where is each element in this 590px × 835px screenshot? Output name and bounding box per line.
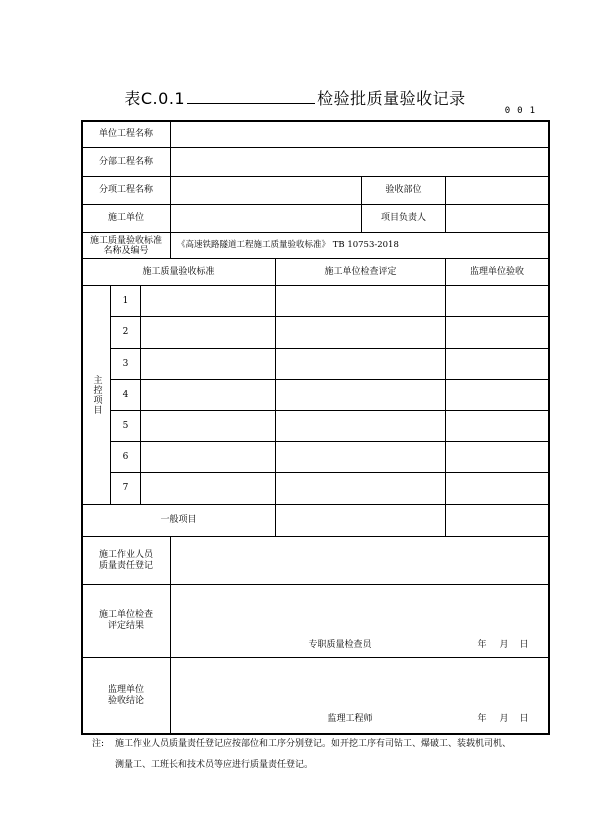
note-line1: 施工作业人员质量责任登记应按部位和工序分别登记。如开挖工序有司钻工、爆破工、装载机司机、 — [115, 739, 512, 749]
supervising-engineer-label: 监理工程师 — [327, 713, 373, 724]
standard-label-line1: 施工质量验收标准 — [89, 235, 162, 246]
row-line — [110, 348, 550, 349]
unit-project-field[interactable] — [171, 121, 548, 147]
worker-register-line2: 质量责任登记 — [98, 560, 153, 571]
supervision-conclusion-line2: 验收结论 — [107, 695, 144, 706]
standard-label — [82, 233, 170, 258]
main-item-number: 7 — [122, 483, 129, 493]
day-label: 日 — [519, 639, 529, 650]
supervision-conclusion-line1: 监理单位 — [107, 684, 144, 695]
main-item-number: 5 — [122, 420, 129, 431]
subitem-project-label: 分项工程名称 — [98, 185, 153, 195]
general-items-label: 一般项目 — [160, 515, 197, 525]
subitem-project-field[interactable] — [171, 177, 361, 204]
title-suffix: 检验批质量验收记录 — [317, 89, 466, 108]
row-line — [110, 316, 550, 317]
construction-result-line2: 评定结果 — [107, 621, 144, 631]
unit-project-label: 单位工程名称 — [98, 128, 153, 139]
col-line — [275, 258, 276, 536]
construction-result-line1: 施工单位检查 — [98, 610, 153, 620]
title-blank-line — [187, 89, 315, 104]
col-line — [140, 285, 141, 504]
division-project-field[interactable] — [171, 148, 548, 176]
year-label: 年 — [477, 713, 487, 724]
note-prefix: 注: — [92, 739, 105, 749]
row-line — [110, 472, 550, 473]
main-item-number: 4 — [122, 389, 129, 400]
note-line2: 测量工、工班长和技术员等应进行质量责任登记。 — [115, 760, 314, 770]
main-item-number: 1 — [122, 295, 129, 306]
month-label: 月 — [499, 713, 509, 724]
project-manager-field[interactable] — [446, 205, 548, 232]
row-line — [110, 441, 550, 442]
col-header-standard: 施工质量验收标准 — [142, 266, 215, 277]
main-items-label: 主控项目 — [91, 375, 102, 415]
row-line — [81, 285, 550, 286]
col-line — [445, 258, 446, 536]
col-header-supervision-check: 监理单位验收 — [469, 266, 524, 277]
year-label: 年 — [477, 639, 487, 650]
page-title — [0, 86, 590, 109]
day-label: 日 — [519, 713, 529, 724]
month-label: 月 — [499, 639, 509, 650]
project-manager-label: 项目负责人 — [380, 213, 426, 223]
main-item-number: 6 — [122, 451, 129, 462]
doc-number: 001 — [504, 106, 542, 116]
main-item-number: 2 — [122, 327, 129, 337]
supervision-conclusion-label — [82, 658, 170, 733]
construction-unit-label: 施工单位 — [107, 213, 144, 223]
worker-register-label — [82, 537, 170, 584]
inspection-part-label: 验收部位 — [385, 185, 422, 195]
main-item-number: 3 — [122, 358, 129, 369]
standard-value: 《高速铁路隧道工程施工质量验收标准》 TB 10753-2018 — [177, 240, 399, 250]
quality-inspector-label: 专职质量检查员 — [308, 639, 372, 650]
division-project-label: 分部工程名称 — [98, 156, 153, 167]
col-header-construction-check: 施工单位检查评定 — [324, 266, 397, 277]
title-prefix: 表C.0.1 — [124, 89, 186, 108]
standard-label-line2: 名称及编号 — [103, 245, 149, 256]
construction-unit-field[interactable] — [171, 205, 361, 232]
row-line — [110, 379, 550, 380]
main-items-label-cell — [82, 286, 110, 504]
worker-register-line1: 施工作业人员 — [98, 549, 153, 560]
row-line — [110, 410, 550, 411]
inspection-part-field[interactable] — [446, 177, 548, 204]
construction-result-label — [82, 585, 170, 657]
worker-register-field[interactable] — [171, 537, 548, 584]
table-border-right — [548, 120, 550, 735]
